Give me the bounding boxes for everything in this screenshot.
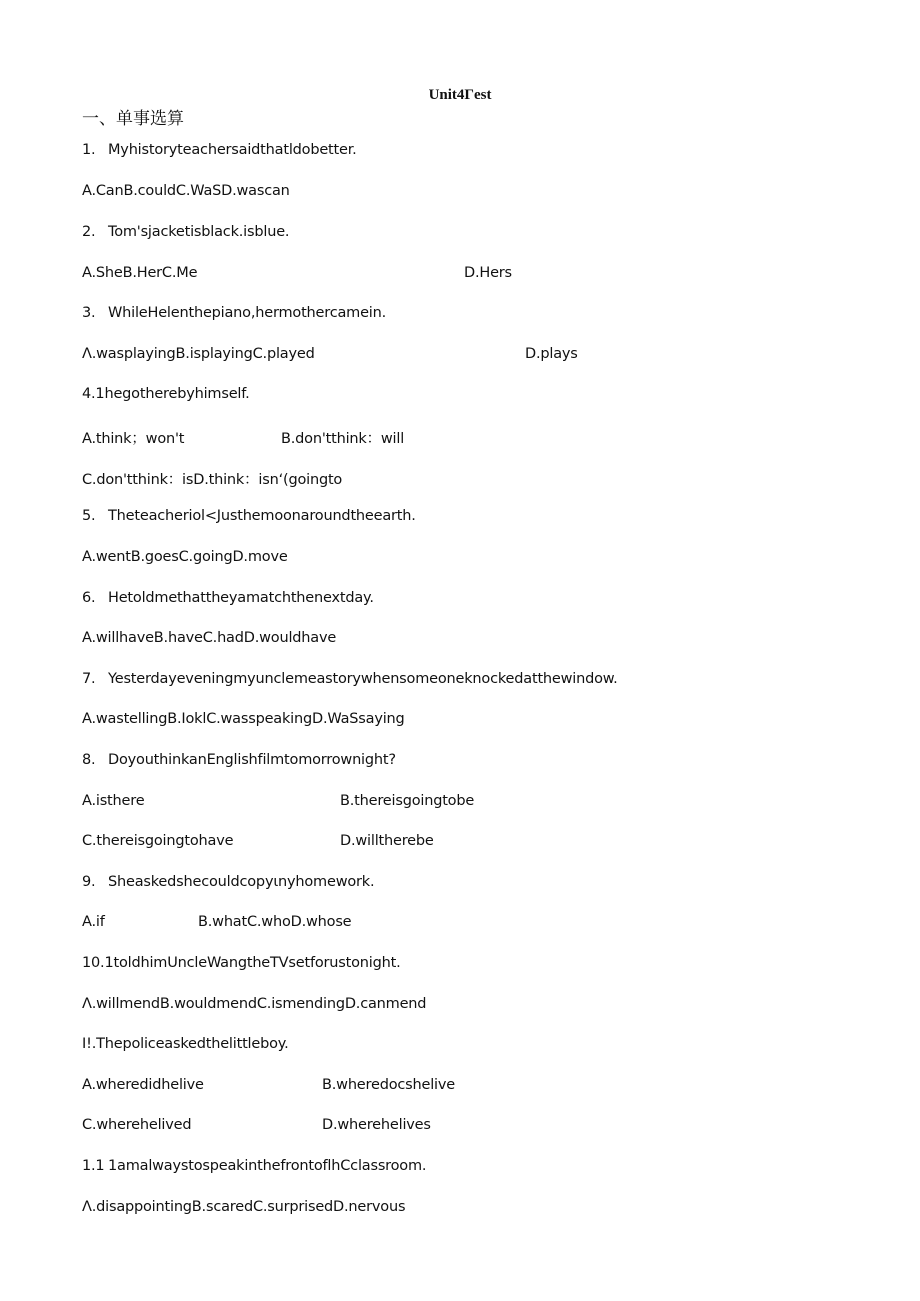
- question-1: [82, 142, 357, 158]
- option-c: C.thereisgoingtohave: [82, 833, 234, 849]
- section-heading: 一、单事选算: [82, 109, 184, 129]
- question-number: 5.: [82, 508, 96, 524]
- option-b: B.wheredocshelive: [322, 1077, 455, 1093]
- options-text: Λ.willmendB.wouldmendC.ismendingD.canmend: [82, 996, 427, 1012]
- question-number: 6.: [82, 590, 96, 606]
- option-a: A.wheredidhelive: [82, 1077, 204, 1093]
- question-4-options-row2: [82, 468, 342, 489]
- question-6: [82, 590, 374, 606]
- question-9-options: [82, 914, 352, 930]
- question-text: 4.1hegotherebyhimself.: [82, 386, 250, 402]
- question-11: [82, 1036, 289, 1052]
- options-text: A.SheB.HerC.Me: [82, 265, 198, 281]
- options-text: C.don'tthink：isD.think：isn‘(goingto: [82, 472, 343, 488]
- question-7-options: [82, 711, 405, 727]
- question-text: Yesterdayeveningmyunclemeastorywhensomeoneknockedatthewindow.: [108, 671, 618, 687]
- option-b: B.don'tthink：will: [281, 431, 405, 447]
- options-text: Λ.wasplayingB.isplayingC.played: [82, 346, 315, 362]
- options-text: A.wentB.goesC.goingD.move: [82, 549, 288, 565]
- option-d: D.willtherebe: [340, 833, 434, 849]
- question-4: [82, 386, 250, 402]
- page-title: Unit4Γest: [428, 87, 492, 103]
- question-5: [82, 508, 416, 524]
- question-8-options-row2: [82, 833, 434, 849]
- question-11-options-row2: [82, 1117, 431, 1133]
- question-text: DoyouthinkanEnglishfilmtomorrownight?: [108, 752, 396, 768]
- question-text: WhileHelenthepiano,hermothercamein.: [108, 305, 387, 321]
- question-2-options: [82, 265, 512, 281]
- option-d: D.plays: [525, 346, 578, 362]
- question-12-options: [82, 1199, 405, 1215]
- question-number: 7.: [82, 671, 96, 687]
- options-text: A.willhaveB.haveC.hadD.wouldhave: [82, 630, 337, 646]
- question-6-options: [82, 630, 336, 646]
- options-text: A.wastellingB.IoklC.wasspeakingD.WaSsaying: [82, 711, 405, 727]
- question-text: I!.Thepoliceaskedthelittleboy.: [82, 1036, 289, 1052]
- question-1-options: [82, 183, 290, 199]
- question-3: [82, 305, 386, 321]
- question-number: 1.1: [82, 1158, 105, 1174]
- option-a: A.think；won't: [82, 431, 185, 447]
- question-text: Hetoldmethattheyamatchthenextday.: [108, 590, 374, 606]
- question-7: [82, 671, 618, 687]
- option-a: A.if: [82, 914, 105, 930]
- question-12: [82, 1158, 426, 1174]
- question-text: Theteacheriol<Justhemoonaroundtheearth.: [108, 508, 416, 524]
- question-text: Myhistoryteachersaidthatldobetter.: [108, 142, 357, 158]
- question-number: 9.: [82, 874, 96, 890]
- question-8: [82, 752, 396, 768]
- option-d: D.Hers: [464, 265, 512, 281]
- options-text: Λ.disappointingB.scaredC.surprisedD.nervous: [82, 1199, 406, 1215]
- question-8-options-row1: [82, 793, 475, 809]
- options-bcd: B.whatC.whoD.whose: [198, 914, 352, 930]
- question-text: Tom'sjacketisblack.isblue.: [108, 224, 290, 240]
- option-a: A.isthere: [82, 793, 145, 809]
- question-10-options: [82, 996, 426, 1012]
- question-4-options-row1: [82, 427, 405, 448]
- question-9: [82, 874, 374, 890]
- option-b: B.thereisgoingtobe: [340, 793, 475, 809]
- question-10: [82, 955, 401, 971]
- question-number: 2.: [82, 224, 96, 240]
- question-text: 10.1toldhimUncleWangtheTVsetforustonight.: [82, 955, 401, 971]
- question-5-options: [82, 549, 288, 565]
- question-number: 8.: [82, 752, 96, 768]
- options-text: A.CanB.couldC.WaSD.wascan: [82, 183, 290, 199]
- question-text: Sheaskedshecouldcopyιnyhomework.: [108, 874, 375, 890]
- option-c: C.wherehelived: [82, 1117, 192, 1133]
- question-11-options-row1: [82, 1077, 455, 1093]
- question-2: [82, 224, 289, 240]
- question-number: 1.: [82, 142, 96, 158]
- question-3-options: [82, 346, 578, 362]
- option-d: D.wherehelives: [322, 1117, 431, 1133]
- question-number: 3.: [82, 305, 96, 321]
- question-text: 1amalwaystospeakinthefrontoflhCclassroom.: [108, 1158, 427, 1174]
